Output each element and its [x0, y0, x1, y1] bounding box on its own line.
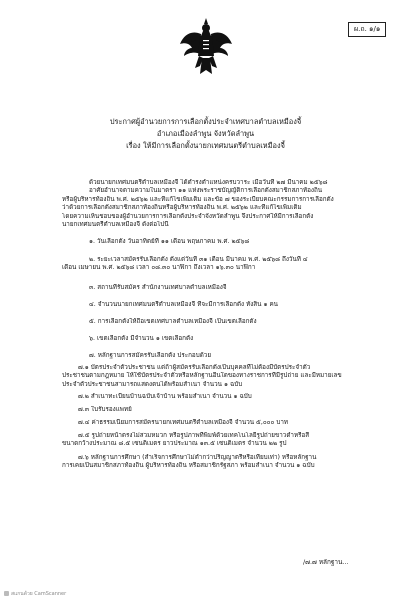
- item-line: ๓. สถานที่รับสมัคร สำนักงานเทศบาลตำบลเหมืองจี้: [89, 284, 227, 291]
- sub-item-7-3: [62, 406, 372, 414]
- item-7: [62, 352, 372, 360]
- sub-item-line: การเคยเป็นสมาชิกสภาท้องถิ่น ผู้บริหารท้องถิ่น หรือสมาชิกรัฐสภา พร้อมสำเนา จำนวน ๑ ฉบับ: [62, 462, 315, 470]
- sub-item-7-4: [62, 419, 372, 427]
- sub-item-line: ประจำตัวประชาชนสามารถแสดงตนได้พร้อมสำเนา จำนวน ๑ ฉบับ: [62, 380, 243, 388]
- item-1: [62, 238, 372, 246]
- item-line: ๕. การเลือกตั้งให้ถือเขตเทศบาลตำบลเหมืองจี้ เป็นเขตเลือกตั้ง: [89, 318, 257, 325]
- sub-item-7-6: [62, 454, 372, 471]
- item-6: [62, 335, 372, 343]
- item-line: เดือน เมษายน พ.ศ. ๒๕๖๘ เวลา ๐๘.๓๐ นาฬิกา ถึงเวลา ๑๖.๓๐ นาฬิกา: [62, 264, 256, 272]
- garuda-emblem-icon: [178, 16, 234, 76]
- item-2: [62, 256, 372, 273]
- item-4: [62, 301, 372, 309]
- sub-item-7-5: [62, 432, 372, 449]
- sub-item-7-1: [62, 364, 372, 389]
- form-code-box: ผ.ถ. ๑/๑: [348, 22, 386, 37]
- sub-item-line: ๗.๓ ใบรับรองแพทย์: [78, 406, 132, 413]
- camscanner-icon: [4, 591, 9, 596]
- intro-line: หรือผู้บริหารท้องถิ่น พ.ศ. ๒๕๖๒ และที่แก้ไขเพิ่มเติม และข้อ ๗ ของระเบียบคณะกรรมการการเลือกตั้ง: [62, 195, 334, 203]
- sub-item-line: ประชาชนตามกฎหมาย ให้ใช้บัตรประจำตัวหรือหลักฐานอื่นใดของทางราชการที่มีรูปถ่าย และมีหมายเลข: [62, 372, 342, 380]
- sub-item-line: ๗.๒ สำเนาทะเบียนบ้านฉบับเจ้าบ้าน พร้อมสำเนา จำนวน ๑ ฉบับ: [78, 393, 252, 400]
- scanner-label: สแกนด้วย CamScanner: [11, 591, 67, 597]
- sub-item-line: ๗.๕ รูปถ่ายหน้าตรงไม่สวมหมวก หรือรูปภาพที่พิมพ์ด้วยเทคโนโลยีรูปถ่ายขาวดำหรือสี: [78, 432, 310, 439]
- item-line: ๔. จำนวนนายกเทศมนตรีตำบลเหมืองจี้ ที่จะมีการเลือกตั้ง ทั้งสิ้น ๑ คน: [89, 301, 278, 308]
- sub-item-line: ๗.๖ หลักฐานการศึกษา (สำเร็จการศึกษาไม่ต่ำกว่าปริญญาตรีหรือเทียบเท่า) หรือหลักฐาน: [78, 454, 317, 461]
- intro-line: ว่าด้วยการเลือกตั้งสมาชิกสภาท้องถิ่นหรือผู้บริหารท้องถิ่น พ.ศ. ๒๕๖๒ และที่แก้ไขเพิ่มเติม: [62, 204, 302, 212]
- item-5: [62, 318, 372, 326]
- item-line: ๗. หลักฐานการสมัครรับเลือกตั้ง ประกอบด้วย: [89, 352, 212, 359]
- sub-item-line: ขนาดกว้างประมาณ ๘.๕ เซนติเมตร ยาวประมาณ ๑๓.๕ เซนติเมตร จำนวน ๒๒ รูป: [62, 440, 287, 448]
- title-line-3: เรื่อง ให้มีการเลือกตั้งนายกเทศมนตรีตำบลเหมืองจี้: [126, 141, 285, 150]
- intro-line: ด้วยนายกเทศมนตรีตำบลเหมืองจี้ ได้ดำรงตำแหน่งครบวาระ เมื่อวันที่ ๒๗ มีนาคม ๒๕๖๘: [89, 179, 328, 186]
- intro-paragraph: [62, 179, 372, 229]
- continuation-note: /๗.๗ หลักฐาน...: [303, 558, 349, 566]
- sub-item-line: ๗.๑ บัตรประจำตัวประชาชน แต่ถ้าผู้สมัครรับเลือกตั้งเป็นบุคคลที่ไม่ต้องมีบัตรประจำตัว: [78, 364, 311, 371]
- title-line-1: ประกาศผู้อำนวยการการเลือกตั้งประจำเทศบาลตำบลเหมืองจี้: [109, 117, 302, 126]
- intro-line: อาศัยอำนาจตามความในมาตรา ๑๑ แห่งพระราชบัญญัติการเลือกตั้งสมาชิกสภาท้องถิ่น: [89, 187, 323, 195]
- sub-item-7-2: [62, 393, 372, 401]
- title-line-2: อำเภอเมืองลำพูน จังหวัดลำพูน: [156, 129, 255, 138]
- intro-line: นายกเทศมนตรีตำบลเหมืองจี้ ดังต่อไปนี้: [62, 220, 169, 228]
- scanner-watermark: [4, 590, 66, 598]
- item-line: ๑. วันเลือกตั้ง วันอาทิตย์ที่ ๑๑ เดือน พฤษภาคม พ.ศ. ๒๕๖๘: [89, 238, 250, 245]
- item-line: ๒. ระยะเวลาสมัครรับเลือกตั้ง ตั้งแต่วันที่ ๓๑ เดือน มีนาคม พ.ศ. ๒๕๖๘ ถึงวันที่ ๔: [89, 256, 308, 263]
- sub-item-line: ๗.๔ ค่าธรรมเนียมการสมัครนายกเทศมนตรีตำบลเหมืองจี้ จำนวน ๕,๐๐๐ บาท: [78, 419, 289, 426]
- item-3: [62, 284, 372, 292]
- item-line: ๖. เขตเลือกตั้ง มีจำนวน ๑ เขตเลือกตั้ง: [89, 335, 194, 342]
- intro-line: โดยความเห็นชอบของผู้อำนวยการการเลือกตั้งประจำจังหวัดลำพูน จึงประกาศให้มีการเลือกตั้ง: [62, 212, 314, 220]
